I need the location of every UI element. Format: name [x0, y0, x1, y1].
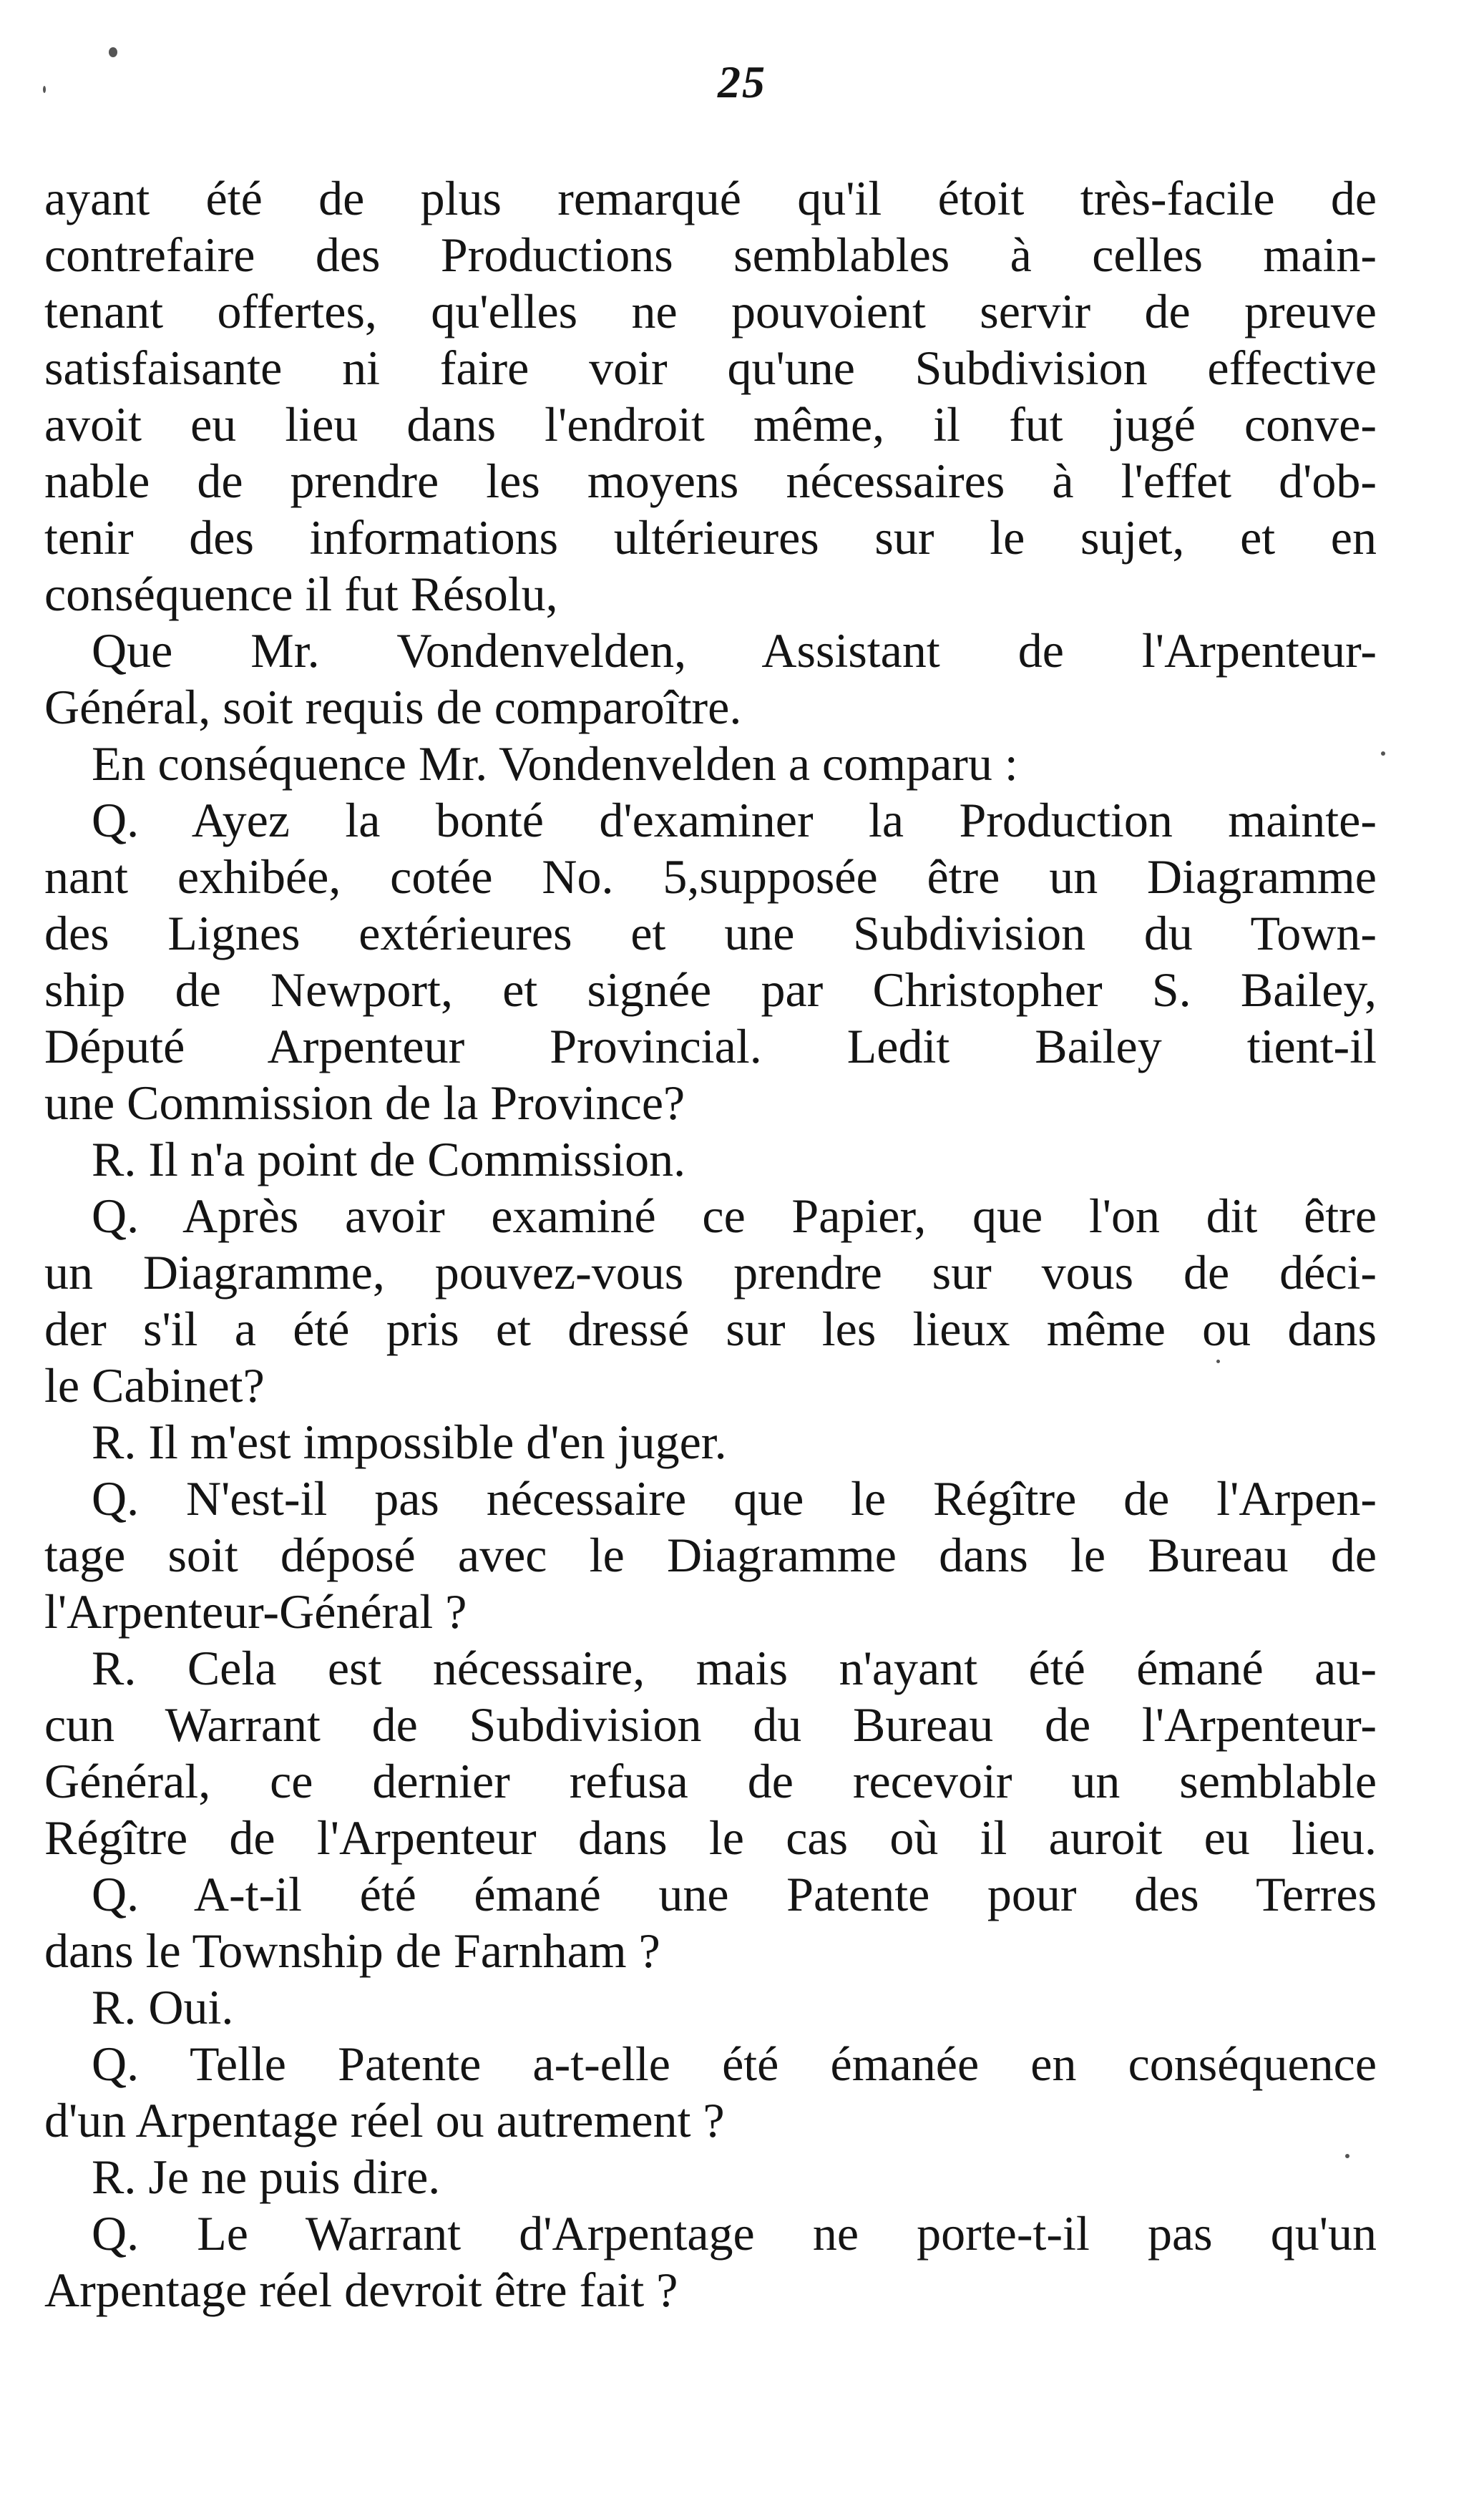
- text-line: Q. Telle Patente a-t-elle été émanée en conséquence: [92, 2037, 1377, 2091]
- text-line: Général, soit requis de comparoître.: [44, 680, 742, 734]
- text-line: Q. Après avoir examiné ce Papier, que l'on dit être: [92, 1189, 1377, 1243]
- text-line: tenir des informations ultérieures sur le sujet, et en: [44, 510, 1377, 565]
- scan-speck: [1345, 2154, 1349, 2158]
- text-line: Q. Le Warrant d'Arpentage ne porte-t-il pas qu'un: [92, 2206, 1377, 2261]
- text-line: Député Arpenteur Provincial. Ledit Bailey tient-il: [44, 1019, 1377, 1073]
- text-line: l'Arpenteur-Général ?: [44, 1584, 467, 1639]
- text-line: R. Je ne puis dire.: [92, 2150, 441, 2204]
- scan-speck: [1216, 1360, 1220, 1363]
- text-line: der s'il a été pris et dressé sur les lieux même ou dans: [44, 1302, 1377, 1356]
- text-line: le Cabinet?: [44, 1358, 265, 1413]
- text-line: R. Cela est nécessaire, mais n'ayant été émané au-: [92, 1641, 1377, 1695]
- scan-speck: [1381, 751, 1385, 756]
- text-line: une Commission de la Province?: [44, 1076, 685, 1130]
- text-line: R. Oui.: [92, 1980, 234, 2034]
- text-line: Arpentage réel devroit être fait ?: [44, 2263, 678, 2317]
- text-line: Général, ce dernier refusa de recevoir un semblable: [44, 1754, 1377, 1808]
- text-line: R. Il m'est impossible d'en juger.: [92, 1415, 727, 1469]
- text-line: Q. Ayez la bonté d'examiner la Production mainte-: [92, 793, 1377, 847]
- text-line: Régître de l'Arpenteur dans le cas où il auroit eu lieu.: [44, 1810, 1377, 1865]
- text-line: d'un Arpentage réel ou autrement ?: [44, 2093, 725, 2147]
- text-line: contrefaire des Productions semblables à celles main-: [44, 228, 1377, 282]
- text-line: conséquence il fut Résolu,: [44, 567, 558, 621]
- body-text: [44, 170, 1377, 2318]
- text-line: nable de prendre les moyens nécessaires à l'effet d'ob-: [44, 454, 1377, 508]
- text-line: tenant offertes, qu'elles ne pouvoient servir de preuve: [44, 284, 1377, 338]
- text-line: dans le Township de Farnham ?: [44, 1923, 660, 1978]
- text-line: cun Warrant de Subdivision du Bureau de l'Arpenteur-: [44, 1697, 1377, 1752]
- text-line: des Lignes extérieures et une Subdivision du Town-: [44, 906, 1377, 960]
- scan-speck: [43, 86, 46, 93]
- page-number: 25: [718, 57, 766, 107]
- text-line: nant exhibée, cotée No. 5,supposée être un Diagramme: [44, 849, 1377, 904]
- text-line: tage soit déposé avec le Diagramme dans le Bureau de: [44, 1528, 1377, 1582]
- text-line: En conséquence Mr. Vondenvelden a comparu :: [92, 736, 1018, 791]
- text-line: Q. N'est-il pas nécessaire que le Régître de l'Arpen-: [92, 1471, 1377, 1526]
- text-line: avoit eu lieu dans l'endroit même, il fut jugé conve-: [44, 397, 1377, 452]
- text-line: ayant été de plus remarqué qu'il étoit très-facile de: [44, 171, 1377, 225]
- text-line: Que Mr. Vondenvelden, Assistant de l'Arpenteur-: [92, 623, 1377, 678]
- text-line: ship de Newport, et signée par Christopher S. Bailey,: [44, 962, 1377, 1017]
- text-line: un Diagramme, pouvez-vous prendre sur vous de déci-: [44, 1245, 1377, 1300]
- text-line: R. Il n'a point de Commission.: [92, 1132, 686, 1186]
- text-line: satisfaisante ni faire voir qu'une Subdivision effective: [44, 341, 1377, 395]
- text-line: Q. A-t-il été émané une Patente pour des Terres: [92, 1867, 1377, 1921]
- scan-speck: [109, 47, 117, 57]
